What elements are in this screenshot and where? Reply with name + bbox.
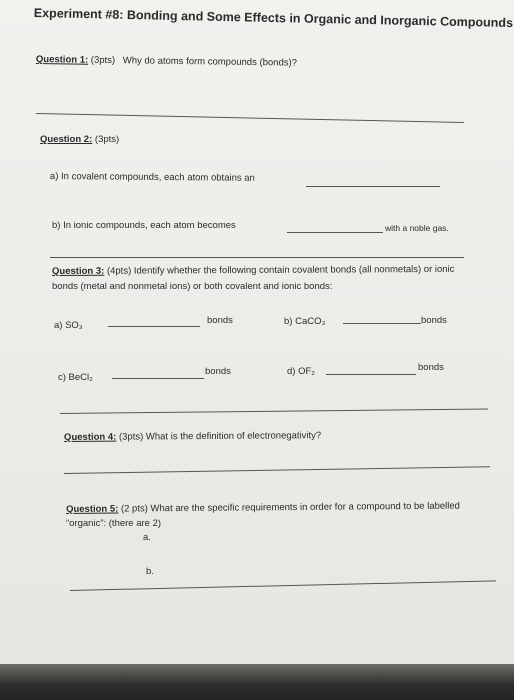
question-3-label: Question 3: <box>52 265 105 277</box>
question-2a-text: a) In covalent compounds, each atom obtains an <box>49 171 255 184</box>
question-5 <box>66 501 460 515</box>
question-3 <box>52 264 454 277</box>
question-1-answer-line[interactable] <box>36 113 464 123</box>
question-3d-answer-line[interactable] <box>326 374 416 375</box>
question-2-points: (3pts) <box>94 134 120 145</box>
question-1 <box>36 54 297 69</box>
worksheet-title: Experiment #8: Bonding and Some Effects in Organic and Inorganic Compounds <box>33 6 514 31</box>
question-3b-answer-line[interactable] <box>343 323 421 324</box>
question-3b-formula: b) CaCO₃ <box>284 316 326 327</box>
question-3c-answer-line[interactable] <box>112 378 204 379</box>
question-5-text-2: “organic”: (there are 2) <box>66 518 162 529</box>
desk-shadow <box>0 664 514 700</box>
question-2a-answer-line[interactable] <box>306 186 440 187</box>
question-3d-formula: d) OF₂ <box>287 366 315 377</box>
question-4-text: What is the definition of electronegativity? <box>145 430 322 443</box>
question-3-text-2: bonds (metal and nonmetal ions) or both covalent and ionic bonds: <box>52 281 333 292</box>
question-1-text: Why do atoms form compounds (bonds)? <box>122 55 298 69</box>
question-2b-answer-line[interactable] <box>287 232 383 233</box>
question-3a-bonds: bonds <box>207 315 233 326</box>
question-5-text: (2 pts) What are the specific requirements in order for a compound to be labelled <box>120 500 461 515</box>
question-5-label: Question 5: <box>66 503 119 515</box>
question-3-text: (4pts) Identify whether the following contain covalent bonds (all nonmetals) or ionic <box>106 263 455 277</box>
question-5a-marker: a. <box>143 532 151 543</box>
question-4-label: Question 4: <box>64 431 117 443</box>
question-4-answer-line[interactable] <box>64 466 490 474</box>
question-3a-formula: a) SO₃ <box>54 320 83 331</box>
question-5b-marker: b. <box>146 566 154 577</box>
question-3c-bonds: bonds <box>205 366 231 377</box>
question-4-points: (3pts) <box>118 431 144 443</box>
question-3c-formula: c) BeCl₂ <box>58 372 93 383</box>
question-3d-bonds: bonds <box>418 362 444 373</box>
question-5-answer-line[interactable] <box>70 580 496 591</box>
question-4 <box>64 430 321 443</box>
divider-line-2 <box>60 409 488 414</box>
question-2-label: Question 2: <box>40 134 93 145</box>
question-2b-text: b) In ionic compounds, each atom becomes <box>52 220 236 231</box>
question-1-label: Question 1: <box>35 54 89 66</box>
question-2b-suffix: with a noble gas. <box>385 223 449 233</box>
question-3b-bonds: bonds <box>421 315 447 326</box>
question-1-points: (3pts) <box>90 54 116 67</box>
question-2 <box>40 134 119 145</box>
divider-line-1 <box>50 257 464 258</box>
question-3a-answer-line[interactable] <box>108 326 200 327</box>
